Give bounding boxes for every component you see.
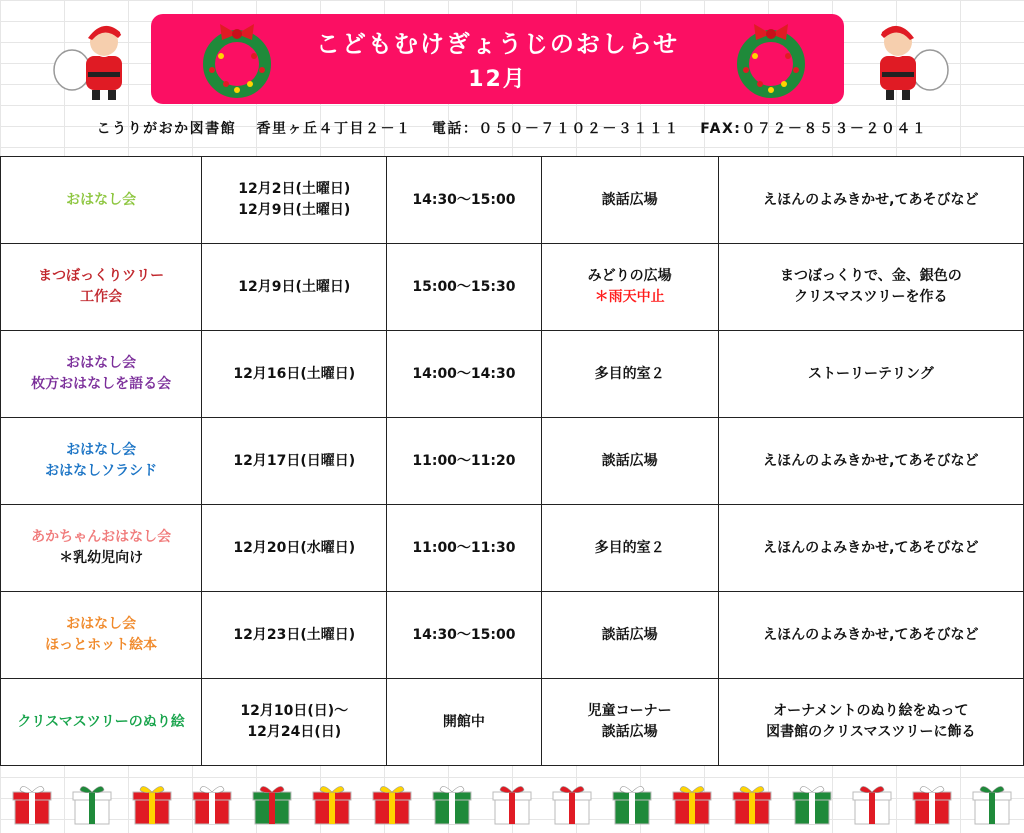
- gift-box-icon: [732, 782, 772, 826]
- event-time: 11:00～11:30: [387, 505, 541, 592]
- event-time: 14:30～15:00: [387, 157, 541, 244]
- table-row: [1, 418, 1024, 505]
- gift-box-icon: [612, 782, 652, 826]
- event-content: まつぼっくりで、金、銀色の クリスマスツリーを作る: [718, 244, 1023, 331]
- event-date: 12月20日(水曜日): [202, 505, 387, 592]
- table-row: [1, 157, 1024, 244]
- event-name: クリスマスツリーのぬり絵: [1, 679, 202, 766]
- library-address: 香里ヶ丘４丁目２－１: [256, 121, 412, 137]
- gift-box-icon: [852, 782, 892, 826]
- gift-box-icon: [132, 782, 172, 826]
- library-info: [0, 118, 1024, 138]
- event-place: 談話広場: [541, 592, 718, 679]
- wreath-icon: [730, 20, 812, 100]
- event-content: ストーリーテリング: [718, 331, 1023, 418]
- event-name: おはなし会 おはなしソラシド: [1, 418, 202, 505]
- event-date: 12月17日(日曜日): [202, 418, 387, 505]
- event-date: 12月23日(土曜日): [202, 592, 387, 679]
- age-note: ＊乳幼児向け: [59, 550, 144, 566]
- event-name: おはなし会: [1, 157, 202, 244]
- gift-box-icon: [972, 782, 1012, 826]
- event-date: 12月10日(日)～ 12月24日(日): [202, 679, 387, 766]
- gift-border: [0, 782, 1024, 828]
- gift-box-icon: [552, 782, 592, 826]
- event-place: 多目的室２: [541, 331, 718, 418]
- event-time: 14:00～14:30: [387, 331, 541, 418]
- event-content: えほんのよみきかせ,てあそびなど: [718, 505, 1023, 592]
- table-row: [1, 679, 1024, 766]
- santa-icon: [52, 12, 144, 104]
- event-time: 11:00～11:20: [387, 418, 541, 505]
- rain-note: ＊雨天中止: [594, 289, 665, 305]
- events-table: [0, 156, 1024, 766]
- gift-box-icon: [72, 782, 112, 826]
- event-time: 15:00～15:30: [387, 244, 541, 331]
- gift-box-icon: [912, 782, 952, 826]
- gift-box-icon: [492, 782, 532, 826]
- gift-box-icon: [252, 782, 292, 826]
- event-time: 開館中: [387, 679, 541, 766]
- gift-box-icon: [12, 782, 52, 826]
- gift-box-icon: [432, 782, 472, 826]
- table-row: [1, 592, 1024, 679]
- event-name: あかちゃんおはなし会 ＊乳幼児向け: [1, 505, 202, 592]
- gift-box-icon: [192, 782, 232, 826]
- table-row: [1, 505, 1024, 592]
- gift-box-icon: [672, 782, 712, 826]
- wreath-icon: [196, 20, 278, 100]
- event-place: みどりの広場 ＊雨天中止: [541, 244, 718, 331]
- gift-box-icon: [792, 782, 832, 826]
- gift-box-icon: [372, 782, 412, 826]
- event-content: オーナメントのぬり絵をぬって 図書館のクリスマスツリーに飾る: [718, 679, 1023, 766]
- event-place: 談話広場: [541, 157, 718, 244]
- event-name: おはなし会 ほっとホット絵本: [1, 592, 202, 679]
- month-label: 12月: [468, 67, 527, 92]
- event-name: まつぼっくりツリー 工作会: [1, 244, 202, 331]
- event-date: 12月9日(土曜日): [202, 244, 387, 331]
- event-name: おはなし会 枚方おはなしを語る会: [1, 331, 202, 418]
- table-row: [1, 244, 1024, 331]
- event-date: 12月2日(土曜日) 12月9日(土曜日): [202, 157, 387, 244]
- event-place: 談話広場: [541, 418, 718, 505]
- event-time: 14:30～15:00: [387, 592, 541, 679]
- library-phone: 電話：０５０－７１０２－３１１１: [431, 121, 680, 137]
- gift-box-icon: [312, 782, 352, 826]
- event-date: 12月16日(土曜日): [202, 331, 387, 418]
- table-row: [1, 331, 1024, 418]
- event-content: えほんのよみきかせ,てあそびなど: [718, 592, 1023, 679]
- santa-icon: [858, 12, 950, 104]
- event-content: えほんのよみきかせ,てあそびなど: [718, 418, 1023, 505]
- event-place: 多目的室２: [541, 505, 718, 592]
- event-place: 児童コーナー 談話広場: [541, 679, 718, 766]
- event-content: えほんのよみきかせ,てあそびなど: [718, 157, 1023, 244]
- header: [0, 0, 1024, 110]
- page-title: こどもむけぎょうじのおしらせ: [315, 30, 680, 58]
- library-fax: FAX:０７２－８５３－２０４１: [700, 121, 928, 137]
- library-name: こうりがおか図書館: [96, 121, 237, 137]
